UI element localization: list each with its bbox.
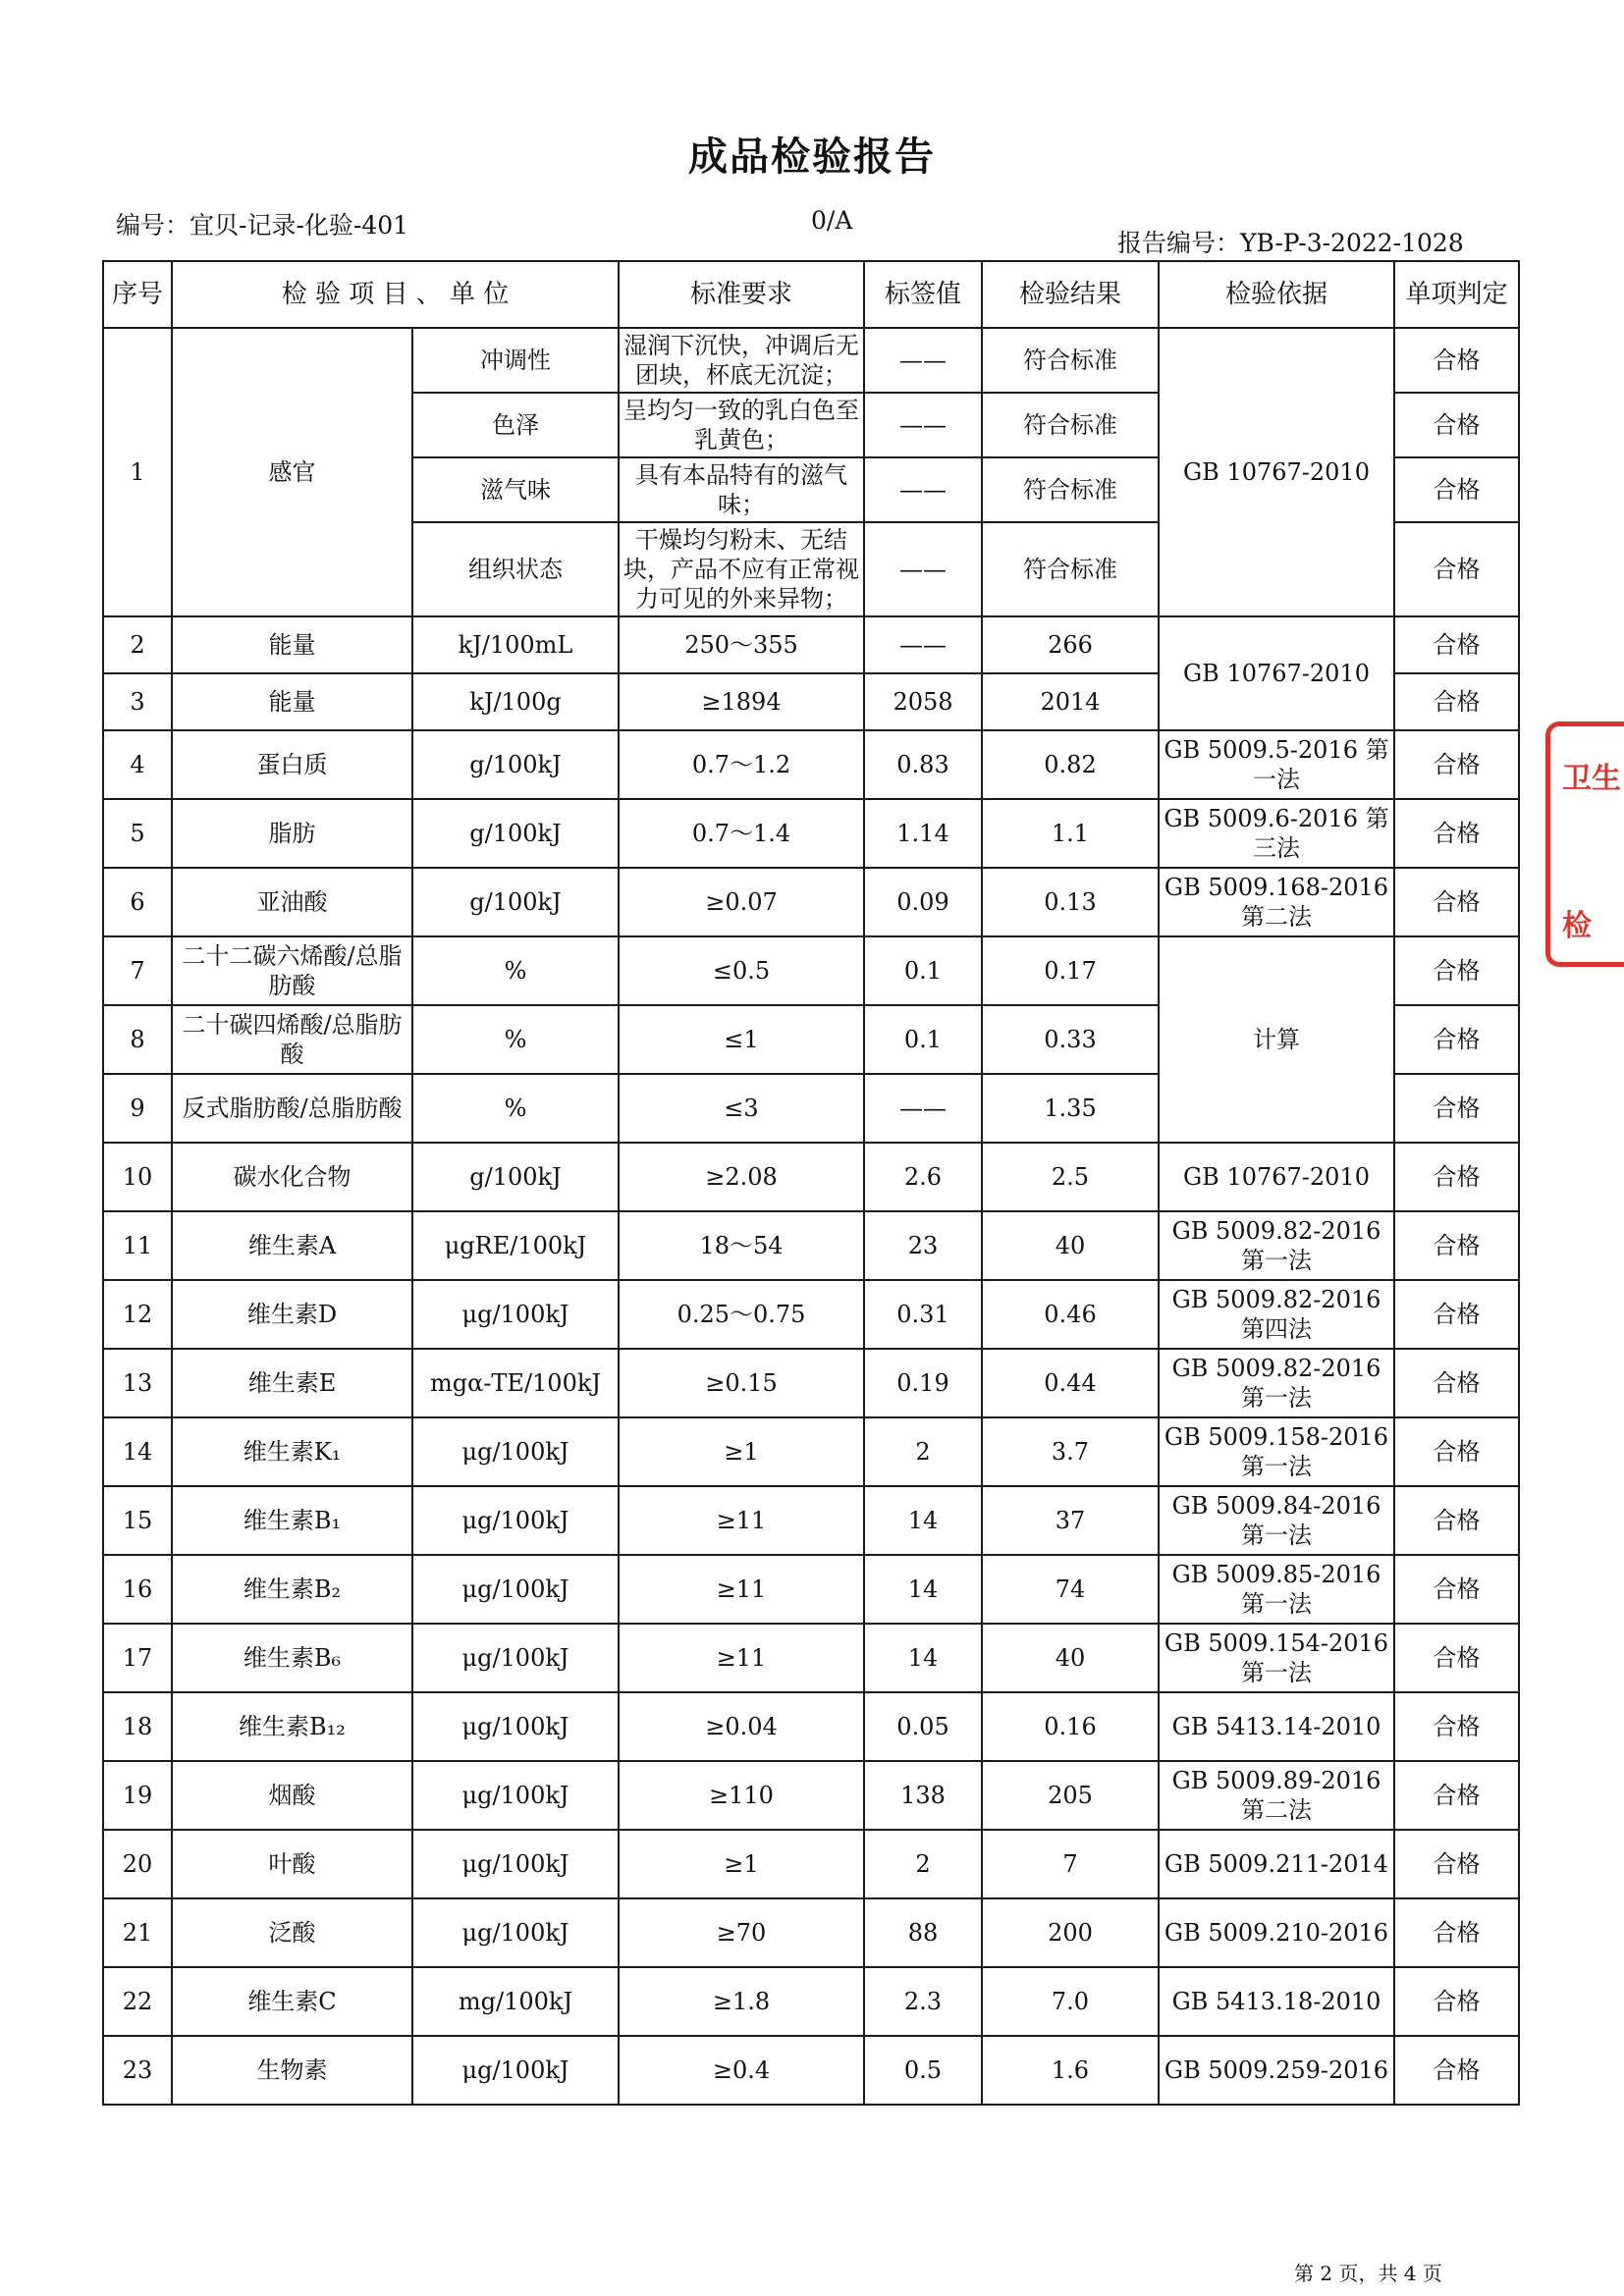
label-value-cell: —— <box>864 457 982 522</box>
judgement-cell: 合格 <box>1394 1624 1519 1692</box>
item-cell: 脂肪 <box>172 799 412 868</box>
version-label: 0/A <box>811 206 853 235</box>
table-row <box>103 328 1519 393</box>
basis-cell: GB 5009.6-2016 第三法 <box>1159 799 1394 868</box>
standard-cell: ≥11 <box>619 1624 864 1692</box>
standard-cell: 具有本品特有的滋气味； <box>619 457 864 522</box>
basis-cell: GB 5009.259-2016 <box>1159 2036 1394 2105</box>
unit-cell: μg/100kJ <box>412 1830 619 1898</box>
item-cell: 蛋白质 <box>172 730 412 799</box>
seq-cell: 3 <box>103 673 172 730</box>
label-value-cell: —— <box>864 1074 982 1143</box>
result-cell: 符合标准 <box>982 328 1159 393</box>
basis-cell: GB 5413.18-2010 <box>1159 1967 1394 2036</box>
seq-cell: 20 <box>103 1830 172 1898</box>
header-judgement: 单项判定 <box>1394 261 1519 328</box>
label-value-cell: 2058 <box>864 673 982 730</box>
result-cell: 74 <box>982 1555 1159 1624</box>
table-row <box>103 1830 1519 1898</box>
seq-cell: 6 <box>103 868 172 936</box>
basis-cell: GB 5009.210-2016 <box>1159 1898 1394 1967</box>
judgement-cell: 合格 <box>1394 328 1519 393</box>
unit-cell: g/100kJ <box>412 799 619 868</box>
table-row <box>103 1417 1519 1486</box>
record-number: 编号：宜贝-记录-化验-401 <box>116 211 409 240</box>
result-cell: 200 <box>982 1898 1159 1967</box>
result-cell: 0.16 <box>982 1692 1159 1761</box>
judgement-cell: 合格 <box>1394 1143 1519 1211</box>
seq-cell: 23 <box>103 2036 172 2105</box>
seq-cell: 14 <box>103 1417 172 1486</box>
item-sub-cell: 滋气味 <box>412 457 619 522</box>
table-row <box>103 1280 1519 1349</box>
table-row <box>103 1624 1519 1692</box>
item-cell: 二十碳四烯酸/总脂肪酸 <box>172 1005 412 1074</box>
result-cell: 符合标准 <box>982 522 1159 616</box>
standard-cell: ≤3 <box>619 1074 864 1143</box>
item-cell: 二十二碳六烯酸/总脂肪酸 <box>172 936 412 1005</box>
item-cell: 反式脂肪酸/总脂肪酸 <box>172 1074 412 1143</box>
standard-cell: ≥70 <box>619 1898 864 1967</box>
label-value-cell: 0.5 <box>864 2036 982 2105</box>
label-value-cell: —— <box>864 393 982 457</box>
result-cell: 2014 <box>982 673 1159 730</box>
standard-cell: ≥110 <box>619 1761 864 1830</box>
table-row <box>103 616 1519 673</box>
result-cell: 37 <box>982 1486 1159 1555</box>
basis-cell: GB 10767-2010 <box>1159 328 1394 616</box>
standard-cell: 0.7～1.4 <box>619 799 864 868</box>
standard-cell: 0.7～1.2 <box>619 730 864 799</box>
table-row <box>103 1349 1519 1417</box>
table-row <box>103 730 1519 799</box>
unit-cell: g/100kJ <box>412 730 619 799</box>
label-value-cell: 0.09 <box>864 868 982 936</box>
label-value-cell: 14 <box>864 1555 982 1624</box>
header-item: 检 验 项 目 、 单 位 <box>172 261 619 328</box>
result-cell: 0.13 <box>982 868 1159 936</box>
table-row <box>103 868 1519 936</box>
judgement-cell: 合格 <box>1394 1417 1519 1486</box>
basis-cell: GB 5413.14-2010 <box>1159 1692 1394 1761</box>
seq-cell: 19 <box>103 1761 172 1830</box>
table-row <box>103 1692 1519 1761</box>
standard-cell: 0.25～0.75 <box>619 1280 864 1349</box>
standard-cell: ≥1.8 <box>619 1967 864 2036</box>
label-value-cell: 0.19 <box>864 1349 982 1417</box>
unit-cell: kJ/100g <box>412 673 619 730</box>
table-row <box>103 936 1519 1005</box>
table-row <box>103 1555 1519 1624</box>
item-cell: 叶酸 <box>172 1830 412 1898</box>
unit-cell: μg/100kJ <box>412 1898 619 1967</box>
label-value-cell: 14 <box>864 1486 982 1555</box>
judgement-cell: 合格 <box>1394 1349 1519 1417</box>
basis-cell: 计算 <box>1159 936 1394 1143</box>
label-value-cell: 0.1 <box>864 1005 982 1074</box>
item-cell: 维生素C <box>172 1967 412 2036</box>
label-value-cell: —— <box>864 616 982 673</box>
seq-cell: 15 <box>103 1486 172 1555</box>
result-cell: 0.46 <box>982 1280 1159 1349</box>
label-value-cell: 2 <box>864 1417 982 1486</box>
result-cell: 3.7 <box>982 1417 1159 1486</box>
label-value-cell: —— <box>864 522 982 616</box>
seq-cell: 18 <box>103 1692 172 1761</box>
unit-cell: % <box>412 936 619 1005</box>
report-number: 报告编号：YB-P-3-2022-1028 <box>1117 229 1464 257</box>
unit-cell: kJ/100mL <box>412 616 619 673</box>
result-cell: 符合标准 <box>982 393 1159 457</box>
standard-cell: ≤0.5 <box>619 936 864 1005</box>
basis-cell: GB 5009.168-2016 第二法 <box>1159 868 1394 936</box>
judgement-cell: 合格 <box>1394 393 1519 457</box>
table-row <box>103 2036 1519 2105</box>
seq-cell: 13 <box>103 1349 172 1417</box>
standard-cell: ≥2.08 <box>619 1143 864 1211</box>
report-title: 成品检验报告 <box>688 134 936 180</box>
label-value-cell: —— <box>864 328 982 393</box>
unit-cell: g/100kJ <box>412 1143 619 1211</box>
result-cell: 7 <box>982 1830 1159 1898</box>
judgement-cell: 合格 <box>1394 673 1519 730</box>
standard-cell: 呈均匀一致的乳白色至乳黄色； <box>619 393 864 457</box>
seq-cell: 1 <box>103 328 172 616</box>
table-row <box>103 1211 1519 1280</box>
judgement-cell: 合格 <box>1394 616 1519 673</box>
standard-cell: 18～54 <box>619 1211 864 1280</box>
unit-cell: % <box>412 1074 619 1143</box>
result-cell: 40 <box>982 1211 1159 1280</box>
unit-cell: g/100kJ <box>412 868 619 936</box>
seq-cell: 22 <box>103 1967 172 2036</box>
judgement-cell: 合格 <box>1394 1486 1519 1555</box>
label-value-cell: 88 <box>864 1898 982 1967</box>
seq-cell: 5 <box>103 799 172 868</box>
judgement-cell: 合格 <box>1394 1005 1519 1074</box>
seq-cell: 2 <box>103 616 172 673</box>
item-cell: 生物素 <box>172 2036 412 2105</box>
item-cell: 维生素B₁₂ <box>172 1692 412 1761</box>
judgement-cell: 合格 <box>1394 799 1519 868</box>
result-cell: 0.44 <box>982 1349 1159 1417</box>
unit-cell: μg/100kJ <box>412 1692 619 1761</box>
header-label-value: 标签值 <box>864 261 982 328</box>
item-cell: 维生素E <box>172 1349 412 1417</box>
item-sub-cell: 组织状态 <box>412 522 619 616</box>
header-result: 检验结果 <box>982 261 1159 328</box>
result-cell: 0.82 <box>982 730 1159 799</box>
label-value-cell: 2 <box>864 1830 982 1898</box>
standard-cell: ≥0.15 <box>619 1349 864 1417</box>
standard-cell: 250～355 <box>619 616 864 673</box>
judgement-cell: 合格 <box>1394 868 1519 936</box>
unit-cell: mg/100kJ <box>412 1967 619 2036</box>
result-cell: 0.17 <box>982 936 1159 1005</box>
table-row <box>103 1898 1519 1967</box>
judgement-cell: 合格 <box>1394 522 1519 616</box>
unit-cell: % <box>412 1005 619 1074</box>
seq-cell: 7 <box>103 936 172 1005</box>
header-seq: 序号 <box>103 261 172 328</box>
judgement-cell: 合格 <box>1394 1280 1519 1349</box>
judgement-cell: 合格 <box>1394 2036 1519 2105</box>
label-value-cell: 0.31 <box>864 1280 982 1349</box>
table-row <box>103 799 1519 868</box>
basis-cell: GB 5009.158-2016 第一法 <box>1159 1417 1394 1486</box>
judgement-cell: 合格 <box>1394 1074 1519 1143</box>
standard-cell: ≥0.07 <box>619 868 864 936</box>
stamp-text-1: 卫生 <box>1562 762 1621 796</box>
result-cell: 1.35 <box>982 1074 1159 1143</box>
label-value-cell: 0.1 <box>864 936 982 1005</box>
standard-cell: ≥1 <box>619 1830 864 1898</box>
result-cell: 1.1 <box>982 799 1159 868</box>
unit-cell: μg/100kJ <box>412 1417 619 1486</box>
seq-cell: 10 <box>103 1143 172 1211</box>
item-cell: 亚油酸 <box>172 868 412 936</box>
standard-cell: 干燥均匀粉末、无结块，产品不应有正常视力可见的外来异物； <box>619 522 864 616</box>
judgement-cell: 合格 <box>1394 1692 1519 1761</box>
red-seal-stamp <box>1545 721 1624 967</box>
unit-cell: mgα-TE/100kJ <box>412 1349 619 1417</box>
table-row <box>103 1967 1519 2036</box>
seq-cell: 11 <box>103 1211 172 1280</box>
basis-cell: GB 5009.82-2016 第一法 <box>1159 1349 1394 1417</box>
judgement-cell: 合格 <box>1394 730 1519 799</box>
item-cell: 烟酸 <box>172 1761 412 1830</box>
standard-cell: ≥0.4 <box>619 2036 864 2105</box>
item-group-cell: 感官 <box>172 328 412 616</box>
basis-cell: GB 5009.84-2016 第一法 <box>1159 1486 1394 1555</box>
header-basis: 检验依据 <box>1159 261 1394 328</box>
item-cell: 维生素A <box>172 1211 412 1280</box>
unit-cell: μg/100kJ <box>412 1624 619 1692</box>
basis-cell: GB 5009.82-2016 第四法 <box>1159 1280 1394 1349</box>
basis-cell: GB 10767-2010 <box>1159 1143 1394 1211</box>
basis-cell: GB 5009.211-2014 <box>1159 1830 1394 1898</box>
seq-cell: 21 <box>103 1898 172 1967</box>
label-value-cell: 138 <box>864 1761 982 1830</box>
standard-cell: ≥1894 <box>619 673 864 730</box>
item-sub-cell: 色泽 <box>412 393 619 457</box>
unit-cell: μg/100kJ <box>412 1280 619 1349</box>
standard-cell: ≥0.04 <box>619 1692 864 1761</box>
table-row <box>103 1486 1519 1555</box>
judgement-cell: 合格 <box>1394 936 1519 1005</box>
judgement-cell: 合格 <box>1394 1761 1519 1830</box>
standard-cell: ≥11 <box>619 1486 864 1555</box>
judgement-cell: 合格 <box>1394 1555 1519 1624</box>
judgement-cell: 合格 <box>1394 1211 1519 1280</box>
table-header-row <box>103 261 1519 328</box>
item-cell: 维生素B₆ <box>172 1624 412 1692</box>
seq-cell: 4 <box>103 730 172 799</box>
result-cell: 符合标准 <box>982 457 1159 522</box>
stamp-text-2: 检 <box>1562 909 1592 943</box>
seq-cell: 12 <box>103 1280 172 1349</box>
basis-cell: GB 5009.89-2016 第二法 <box>1159 1761 1394 1830</box>
label-value-cell: 0.83 <box>864 730 982 799</box>
item-cell: 能量 <box>172 673 412 730</box>
judgement-cell: 合格 <box>1394 457 1519 522</box>
result-cell: 266 <box>982 616 1159 673</box>
item-sub-cell: 冲调性 <box>412 328 619 393</box>
unit-cell: μg/100kJ <box>412 1761 619 1830</box>
label-value-cell: 2.3 <box>864 1967 982 2036</box>
standard-cell: ≤1 <box>619 1005 864 1074</box>
label-value-cell: 0.05 <box>864 1692 982 1761</box>
basis-cell: GB 5009.5-2016 第一法 <box>1159 730 1394 799</box>
judgement-cell: 合格 <box>1394 1967 1519 2036</box>
basis-cell: GB 5009.154-2016 第一法 <box>1159 1624 1394 1692</box>
item-cell: 维生素K₁ <box>172 1417 412 1486</box>
item-cell: 维生素D <box>172 1280 412 1349</box>
table-row <box>103 1761 1519 1830</box>
seq-cell: 17 <box>103 1624 172 1692</box>
result-cell: 40 <box>982 1624 1159 1692</box>
unit-cell: μg/100kJ <box>412 1486 619 1555</box>
label-value-cell: 1.14 <box>864 799 982 868</box>
result-cell: 7.0 <box>982 1967 1159 2036</box>
label-value-cell: 14 <box>864 1624 982 1692</box>
item-cell: 维生素B₂ <box>172 1555 412 1624</box>
item-cell: 碳水化合物 <box>172 1143 412 1211</box>
table-row <box>103 1143 1519 1211</box>
page-footer: 第 2 页，共 4 页 <box>1294 2262 1442 2285</box>
result-cell: 2.5 <box>982 1143 1159 1211</box>
inspection-table <box>102 260 1520 2106</box>
item-cell: 维生素B₁ <box>172 1486 412 1555</box>
standard-cell: 湿润下沉快，冲调后无团块，杯底无沉淀； <box>619 328 864 393</box>
item-cell: 能量 <box>172 616 412 673</box>
result-cell: 0.33 <box>982 1005 1159 1074</box>
header-standard: 标准要求 <box>619 261 864 328</box>
result-cell: 205 <box>982 1761 1159 1830</box>
judgement-cell: 合格 <box>1394 1830 1519 1898</box>
seq-cell: 9 <box>103 1074 172 1143</box>
basis-cell: GB 5009.85-2016 第一法 <box>1159 1555 1394 1624</box>
judgement-cell: 合格 <box>1394 1898 1519 1967</box>
label-value-cell: 2.6 <box>864 1143 982 1211</box>
basis-cell: GB 5009.82-2016 第一法 <box>1159 1211 1394 1280</box>
label-value-cell: 23 <box>864 1211 982 1280</box>
standard-cell: ≥11 <box>619 1555 864 1624</box>
unit-cell: μgRE/100kJ <box>412 1211 619 1280</box>
standard-cell: ≥1 <box>619 1417 864 1486</box>
basis-cell: GB 10767-2010 <box>1159 616 1394 730</box>
seq-cell: 16 <box>103 1555 172 1624</box>
unit-cell: μg/100kJ <box>412 2036 619 2105</box>
item-cell: 泛酸 <box>172 1898 412 1967</box>
result-cell: 1.6 <box>982 2036 1159 2105</box>
unit-cell: μg/100kJ <box>412 1555 619 1624</box>
seq-cell: 8 <box>103 1005 172 1074</box>
